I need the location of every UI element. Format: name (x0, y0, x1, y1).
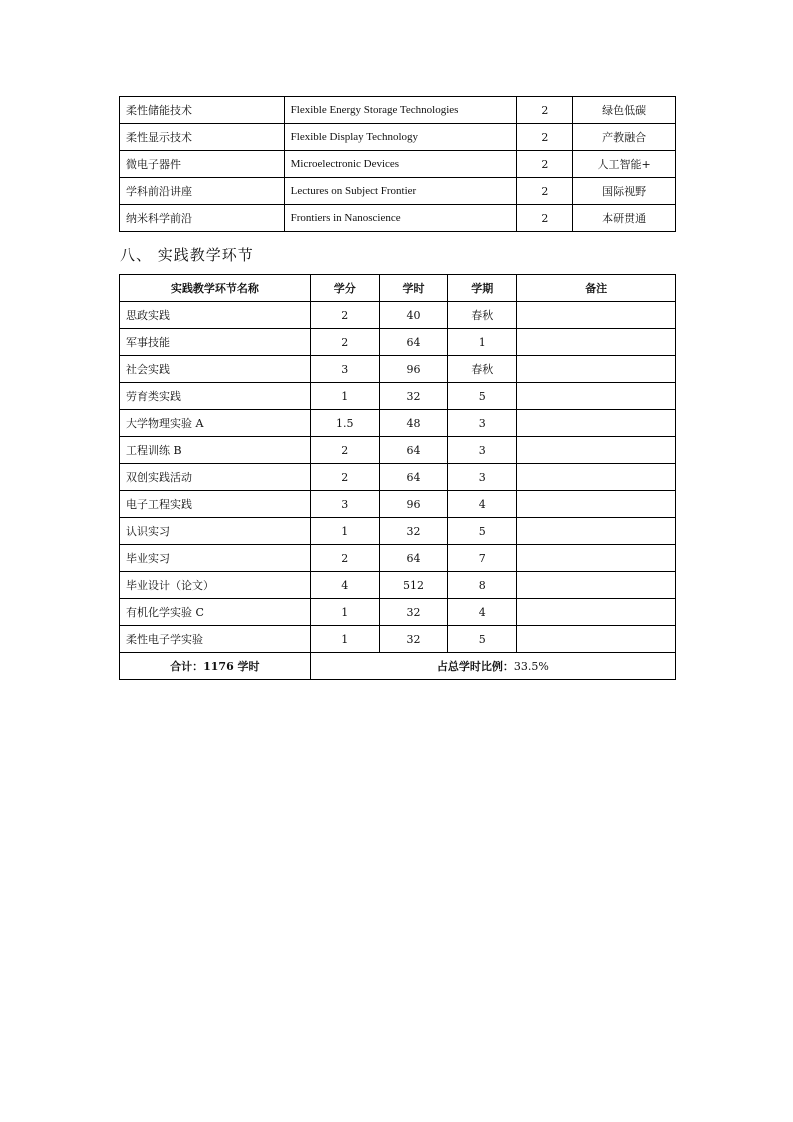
practice-note (517, 572, 676, 599)
practice-credits: 2 (310, 302, 379, 329)
header-hours: 学时 (379, 275, 447, 302)
practice-term: 3 (448, 410, 517, 437)
practice-credits: 1 (310, 599, 379, 626)
course-row (120, 124, 676, 151)
practice-note (517, 356, 676, 383)
practice-hours: 64 (379, 545, 447, 572)
practice-hours: 32 (379, 599, 447, 626)
practice-note (517, 545, 676, 572)
practice-note (517, 464, 676, 491)
practice-credits: 1 (310, 626, 379, 653)
practice-row (120, 491, 676, 518)
practice-credits: 3 (310, 356, 379, 383)
practice-name: 柔性电子学实验 (120, 626, 311, 653)
practice-note (517, 410, 676, 437)
practice-term: 3 (448, 437, 517, 464)
practice-name: 有机化学实验 C (120, 599, 311, 626)
practice-hours: 32 (379, 383, 447, 410)
total-ratio-label: 占总学时比例： (436, 660, 514, 673)
course-name: 纳米科学前沿 (120, 205, 285, 232)
course-row (120, 97, 676, 124)
practice-hours: 32 (379, 626, 447, 653)
practice-row (120, 545, 676, 572)
practice-note (517, 626, 676, 653)
practice-row (120, 410, 676, 437)
total-hours: 合计：1176 学时 (120, 653, 311, 680)
practice-credits: 1 (310, 383, 379, 410)
practice-row (120, 572, 676, 599)
practice-header-row (120, 275, 676, 302)
practice-term: 3 (448, 464, 517, 491)
practice-row (120, 383, 676, 410)
practice-term: 1 (448, 329, 517, 356)
practice-table-footer (120, 653, 676, 680)
practice-credits: 2 (310, 329, 379, 356)
course-english-name: Lectures on Subject Frontier (284, 178, 517, 205)
course-row (120, 178, 676, 205)
practice-row (120, 437, 676, 464)
total-row (120, 653, 676, 680)
practice-hours: 64 (379, 437, 447, 464)
practice-credits: 1.5 (310, 410, 379, 437)
course-tag: 人工智能+ (573, 151, 676, 178)
course-english-name: Frontiers in Nanoscience (284, 205, 517, 232)
practice-credits: 3 (310, 491, 379, 518)
course-english-name: Flexible Display Technology (284, 124, 517, 151)
header-name: 实践教学环节名称 (120, 275, 311, 302)
practice-term: 5 (448, 383, 517, 410)
course-tag: 绿色低碳 (573, 97, 676, 124)
practice-name: 社会实践 (120, 356, 311, 383)
practice-name: 双创实践活动 (120, 464, 311, 491)
practice-term: 4 (448, 491, 517, 518)
practice-name: 认识实习 (120, 518, 311, 545)
practice-row (120, 356, 676, 383)
practice-note (517, 329, 676, 356)
practice-hours: 96 (379, 356, 447, 383)
practice-term: 5 (448, 518, 517, 545)
practice-row (120, 518, 676, 545)
practice-table-header (120, 275, 676, 302)
practice-name: 电子工程实践 (120, 491, 311, 518)
practice-hours: 48 (379, 410, 447, 437)
elective-course-table (119, 96, 676, 232)
practice-note (517, 437, 676, 464)
practice-term: 8 (448, 572, 517, 599)
header-note: 备注 (517, 275, 676, 302)
header-credits: 学分 (310, 275, 379, 302)
elective-course-table-body (120, 97, 676, 232)
practice-note (517, 302, 676, 329)
practice-credits: 1 (310, 518, 379, 545)
header-term: 学期 (448, 275, 517, 302)
practice-credits: 2 (310, 437, 379, 464)
practice-note (517, 599, 676, 626)
practice-hours: 40 (379, 302, 447, 329)
practice-term: 春秋 (448, 356, 517, 383)
course-english-name: Flexible Energy Storage Technologies (284, 97, 517, 124)
course-credits: 2 (517, 124, 573, 151)
course-english-name: Microelectronic Devices (284, 151, 517, 178)
practice-note (517, 518, 676, 545)
practice-name: 毕业实习 (120, 545, 311, 572)
practice-term: 7 (448, 545, 517, 572)
practice-credits: 2 (310, 464, 379, 491)
practice-row (120, 302, 676, 329)
practice-table-body (120, 302, 676, 653)
course-credits: 2 (517, 205, 573, 232)
course-tag: 国际视野 (573, 178, 676, 205)
practice-row (120, 599, 676, 626)
practice-name: 劳育类实践 (120, 383, 311, 410)
practice-row (120, 464, 676, 491)
section-heading: 八、 实践教学环节 (120, 246, 254, 264)
practice-term: 4 (448, 599, 517, 626)
practice-name: 大学物理实验 A (120, 410, 311, 437)
practice-row (120, 626, 676, 653)
practice-credits: 4 (310, 572, 379, 599)
practice-note (517, 383, 676, 410)
practice-name: 毕业设计（论文） (120, 572, 311, 599)
course-credits: 2 (517, 97, 573, 124)
practice-row (120, 329, 676, 356)
course-name: 学科前沿讲座 (120, 178, 285, 205)
practice-term: 5 (448, 626, 517, 653)
practice-teaching-table (119, 274, 676, 680)
total-ratio-value: 33.5% (513, 660, 549, 673)
course-row (120, 151, 676, 178)
total-ratio (310, 653, 675, 680)
course-tag: 本研贯通 (573, 205, 676, 232)
practice-hours: 64 (379, 329, 447, 356)
course-credits: 2 (517, 151, 573, 178)
practice-credits: 2 (310, 545, 379, 572)
practice-name: 思政实践 (120, 302, 311, 329)
course-tag: 产教融合 (573, 124, 676, 151)
practice-name: 工程训练 B (120, 437, 311, 464)
practice-note (517, 491, 676, 518)
course-name: 微电子器件 (120, 151, 285, 178)
practice-name: 军事技能 (120, 329, 311, 356)
course-name: 柔性储能技术 (120, 97, 285, 124)
practice-hours: 64 (379, 464, 447, 491)
practice-hours: 32 (379, 518, 447, 545)
course-name: 柔性显示技术 (120, 124, 285, 151)
practice-hours: 512 (379, 572, 447, 599)
practice-term: 春秋 (448, 302, 517, 329)
practice-hours: 96 (379, 491, 447, 518)
course-row (120, 205, 676, 232)
course-credits: 2 (517, 178, 573, 205)
